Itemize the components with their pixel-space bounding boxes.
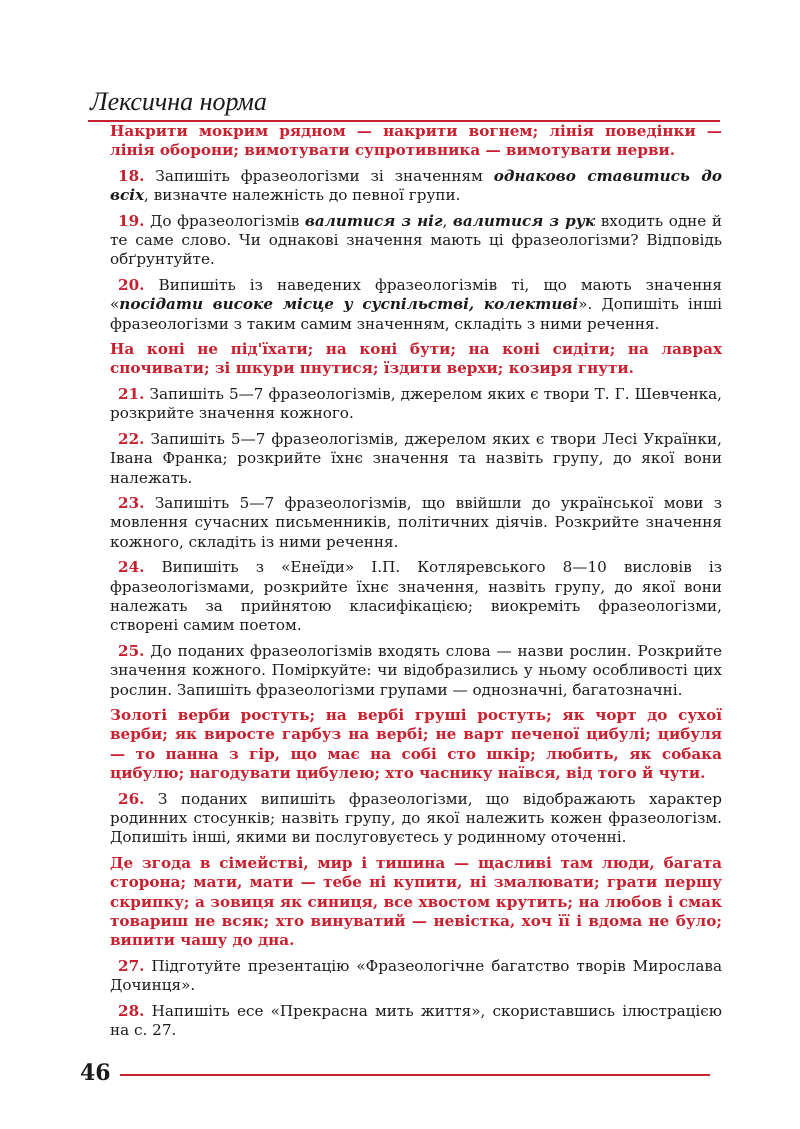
page-header (88, 86, 720, 122)
task-text: Запишіть 5—7 фразеологізмів, джерелом яких є твори Т. Г. Шевченка, розкрийте значення кожного. (110, 384, 722, 423)
task-25 (110, 642, 722, 700)
task-number: 19. (118, 211, 145, 230)
task-number: 27. (118, 956, 145, 975)
task-text: Запишіть фразеологізми зі значенням (144, 166, 494, 185)
task-text: До фразеологізмів (144, 211, 305, 230)
task-text: Випишіть із наведених фразеологізмів ті, що мають значення « (110, 275, 722, 314)
task-number: 20. (118, 275, 145, 294)
task-23 (110, 494, 722, 552)
task-text: Підготуйте презентацію «Фразеологічне багатство творів Мирослава Дочинця». (110, 956, 722, 995)
task-text: , (442, 211, 453, 230)
examples-20: На коні не під'їхати; на коні бути; на коні сидіти; на лаврах спочивати; зі шкури пнутися; їздити верхи; козиря гнути. (110, 340, 722, 378)
task-number: 25. (118, 641, 145, 660)
task-text: ». Допишіть інші фразеологізми з таким самим значенням, складіть з ними речення. (110, 295, 722, 333)
task-emphasis: посідати високе місце у суспільстві, колективі (119, 295, 579, 314)
task-19 (110, 212, 722, 270)
task-text: , визначте належність до певної групи. (144, 186, 461, 205)
task-27 (110, 957, 722, 996)
task-number: 22. (118, 429, 145, 448)
examples-25: Золоті верби ростуть; на вербі груші ростуть; як чорт до сухої верби; як виросте гарбуз на вербі; не варт печеної цибулі; цибуля — то панна з гір, що має на собі сто шкір; любить, як собака цибулю; нагодувати цибулею; хто часнику наївся, від того й чути. (110, 705, 722, 783)
examples-top: Накрити мокрим рядном — накрити вогнем; лінія поведінки — лінія оборони; вимотувати супротивника — вимотувати нерви. (110, 122, 722, 160)
task-number: 21. (118, 384, 145, 403)
section-title: Лексична норма (90, 87, 267, 116)
task-number: 24. (118, 558, 145, 577)
task-number: 18. (118, 166, 145, 185)
task-text: Випишіть з «Енеїди» І.П. Котляревського 8—10 висловів із фразеологізмами, розкрийте їхнє значення, назвіть групу, до якої вони належать за прийнятою класифікацією; виокреміть фразеологізми, створені самим поетом. (110, 558, 722, 635)
task-emphasis: однаково ставитись до всіх (110, 166, 722, 205)
task-text: Запишіть 5—7 фразеологізмів, що ввійшли до української мови з мовлення сучасних письменників, політичних діячів. Розкрийте значення кожного, складіть із ними речення. (110, 493, 722, 551)
footer-rule (120, 1074, 710, 1076)
page-content (110, 122, 722, 1046)
task-18 (110, 167, 722, 206)
task-number: 23. (118, 493, 145, 512)
task-28 (110, 1002, 722, 1041)
task-emphasis: валитися з ніг (304, 211, 443, 230)
task-26 (110, 790, 722, 848)
task-21 (110, 385, 722, 424)
task-emphasis: валитися з рук (452, 211, 596, 230)
task-number: 28. (118, 1001, 145, 1020)
task-text: входить одне й те саме слово. Чи однакові значення мають ці фразеологізми? Відповідь обґрунтуйте. (110, 211, 723, 269)
task-text: Запишіть 5—7 фразеологізмів, джерелом яких є твори Лесі Українки, Івана Франка; розкрийте їхнє значення та назвіть групу, до якої вони належать. (110, 429, 722, 487)
task-text: Напишіть есе «Прекрасна мить життя», скориставшись ілюстрацією на с. 27. (110, 1001, 722, 1040)
task-text: До поданих фразеологізмів входять слова — назви рослин. Розкрийте значення кожного. Поміркуйте: чи відобразились у ньому особливості цих рослин. Запишіть фразеологізми групами — однозначні, багатозначні. (110, 641, 722, 699)
task-text: З поданих випишіть фразеологізми, що відображають характер родинних стосунків; назвіть групу, до якої належить кожен фразеологізм. Допишіть інші, якими ви послуговуєтесь у родинному оточенні. (110, 789, 722, 847)
examples-26: Де згода в сімействі, мир і тишина — щасливі там люди, багата сторона; мати, мати — тебе ні купити, ні змалювати; грати першу скрипку; а зовиця як синиця, все хвостом крутить; на любов і смак товариш не всяк; хто винуватий — невістка, хоч її і вдома не було; випити чашу до дна. (110, 853, 722, 950)
page-number: 46 (80, 1060, 111, 1086)
task-24 (110, 558, 722, 636)
task-number: 26. (118, 789, 145, 808)
task-22 (110, 430, 722, 488)
task-20 (110, 276, 722, 334)
